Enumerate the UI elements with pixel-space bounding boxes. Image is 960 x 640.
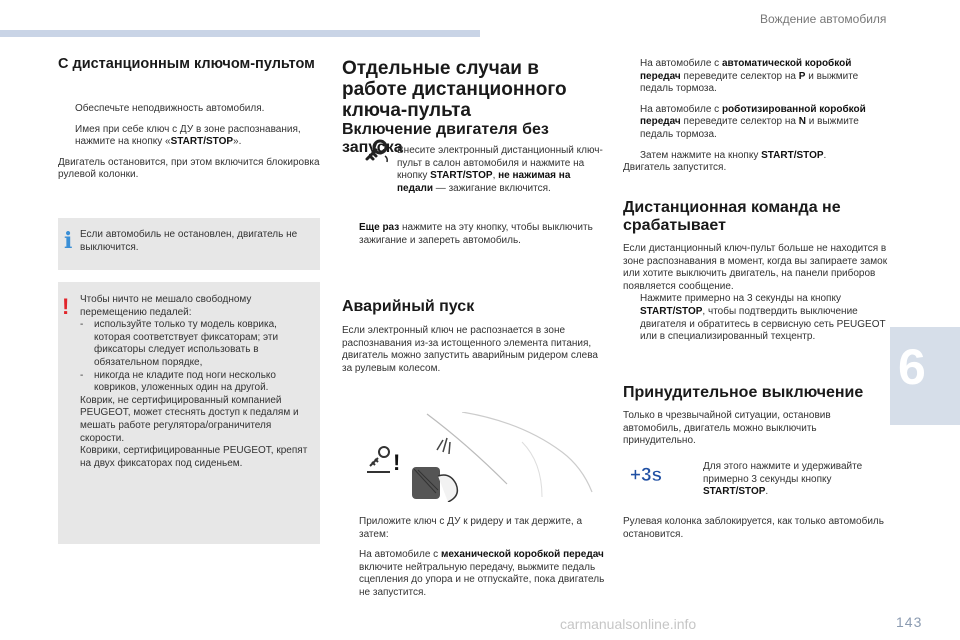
list-item: На автомобиле с роботизированной коробкой передач переведите селектор на N и выжмите педаль тормоза.: [640, 103, 866, 140]
col3-body-2: [623, 243, 888, 352]
illustration-warning-mark: !: [393, 450, 401, 475]
main-heading: Отдельные случаи в работе дистанционного ключа-пульта: [342, 58, 567, 121]
emergency-reader-illustration: [352, 412, 607, 502]
paragraph: Двигатель остановится, при этом включится блокировка рулевой колонки.: [58, 156, 320, 181]
emergency-heading-block: [342, 298, 607, 316]
header-bar: [0, 30, 480, 37]
list-item: Приложите ключ с ДУ к ридеру и так держите, а затем:: [359, 516, 583, 540]
warning-dash-item: - никогда не кладите под ноги несколько ковриков, уложенных один на другой.: [80, 369, 276, 394]
forced-paragraph: Только в чрезвычайной ситуации, остановив автомобиль, двигатель можно выключить принудительно.: [623, 410, 831, 447]
warning-paragraph: Коврики, сертифицированные PEUGEOT, крепят на двух фиксаторах под сиденьем.: [80, 445, 308, 469]
forced-heading: Принудительное выключение: [623, 384, 864, 401]
fail-heading-block: [623, 199, 888, 235]
col2-body-2: [342, 516, 607, 608]
paragraph: Если дистанционный ключ-пульт больше не находится в зоне распознавания в момент, когда вы запираете замок или хотите выключить двигатель, на панели приборов появляется сообщение.: [623, 243, 888, 292]
col1-title-block: [58, 56, 320, 72]
section-title: Вождение автомобиля: [760, 12, 887, 26]
col1-body: [58, 103, 320, 190]
emergency-paragraph: Если электронный ключ не распознается в зоне распознавания из-за истощенного элемента питания, двигатель можно запустить аварийным ридером слева за рулевым колесом.: [342, 325, 598, 374]
forced-heading-block: [623, 384, 888, 402]
list-item: На автомобиле с механической коробкой передач включите нейтральную передачу, выжмите педаль сцепления до упора и не отпускайте, пока двигатель не запустится.: [359, 549, 605, 598]
list-item: Для этого нажмите и удерживайте примерно 3 секунды кнопку START/STOP.: [703, 461, 863, 498]
col3-body-3: [686, 461, 888, 507]
section-heading: С дистанционным ключом-пультом: [58, 56, 315, 72]
info-text: Если автомобиль не остановлен, двигатель не выключится.: [80, 229, 298, 253]
list-item: Нажмите примерно на 3 секунды на кнопку START/STOP, чтобы подтвердить выключение двигателя и обратитесь в сервисную сеть PEUGEOT или в специализированный техцентр.: [640, 293, 886, 343]
plus-3-seconds-icon: [623, 458, 669, 490]
emergency-heading: Аварийный пуск: [342, 298, 475, 315]
warning-intro: Чтобы ничто не мешало свободному перемещению педалей:: [80, 294, 252, 318]
fail-heading: Дистанционная команда не срабатывает: [623, 199, 841, 234]
chapter-number: 6: [898, 339, 926, 395]
warning-text: [80, 294, 312, 470]
list-item: Имея при себе ключ с ДУ в зоне распознавания, нажмите на кнопку «START/STOP».: [75, 123, 301, 148]
col3-body-1: [623, 58, 888, 183]
lock-paragraph: Рулевая колонка заблокируется, как только автомобиль остановится.: [623, 516, 884, 540]
info-icon: i: [64, 228, 73, 254]
watermark: carmanualsonline.info: [560, 616, 697, 632]
list-item: Обеспечьте неподвижность автомобиля.: [75, 103, 265, 114]
list-item: На автомобиле с автоматической коробкой передач переведите селектор на P и выжмите педаль тормоза.: [640, 58, 859, 95]
warning-dash-item: - используйте только ту модель коврика, которая соответствует фиксаторам; эти фиксаторы следует использовать в обязательном порядке,: [80, 319, 279, 368]
col2-body-1: [342, 222, 607, 255]
key-reader-icon: [367, 447, 390, 472]
warning-icon: !: [62, 294, 70, 319]
subheading: Включение двигателя без запуска: [342, 121, 549, 156]
paragraph: Двигатель запустится.: [623, 162, 727, 174]
page-number: 143: [896, 614, 923, 630]
key-start-icon: [364, 138, 390, 164]
svg-text:+3s: +3s: [629, 465, 663, 486]
list-item: Затем нажмите на кнопку START/STOP.: [640, 149, 827, 161]
col2-intro: Внесите электронный дистанционный ключ-пульт в салон автомобиля и нажмите на кнопку START/STOP, не нажимая на педали — зажигание включится.: [397, 145, 603, 194]
list-item: Еще раз нажмите на эту кнопку, чтобы выключить зажигание и запереть автомобиль.: [359, 222, 593, 246]
warning-paragraph: Коврик, не сертифицированный компанией PEUGEOT, может стеснять доступ к педалям и мешать работе регулятора/ограничителя скорости.: [80, 394, 299, 444]
